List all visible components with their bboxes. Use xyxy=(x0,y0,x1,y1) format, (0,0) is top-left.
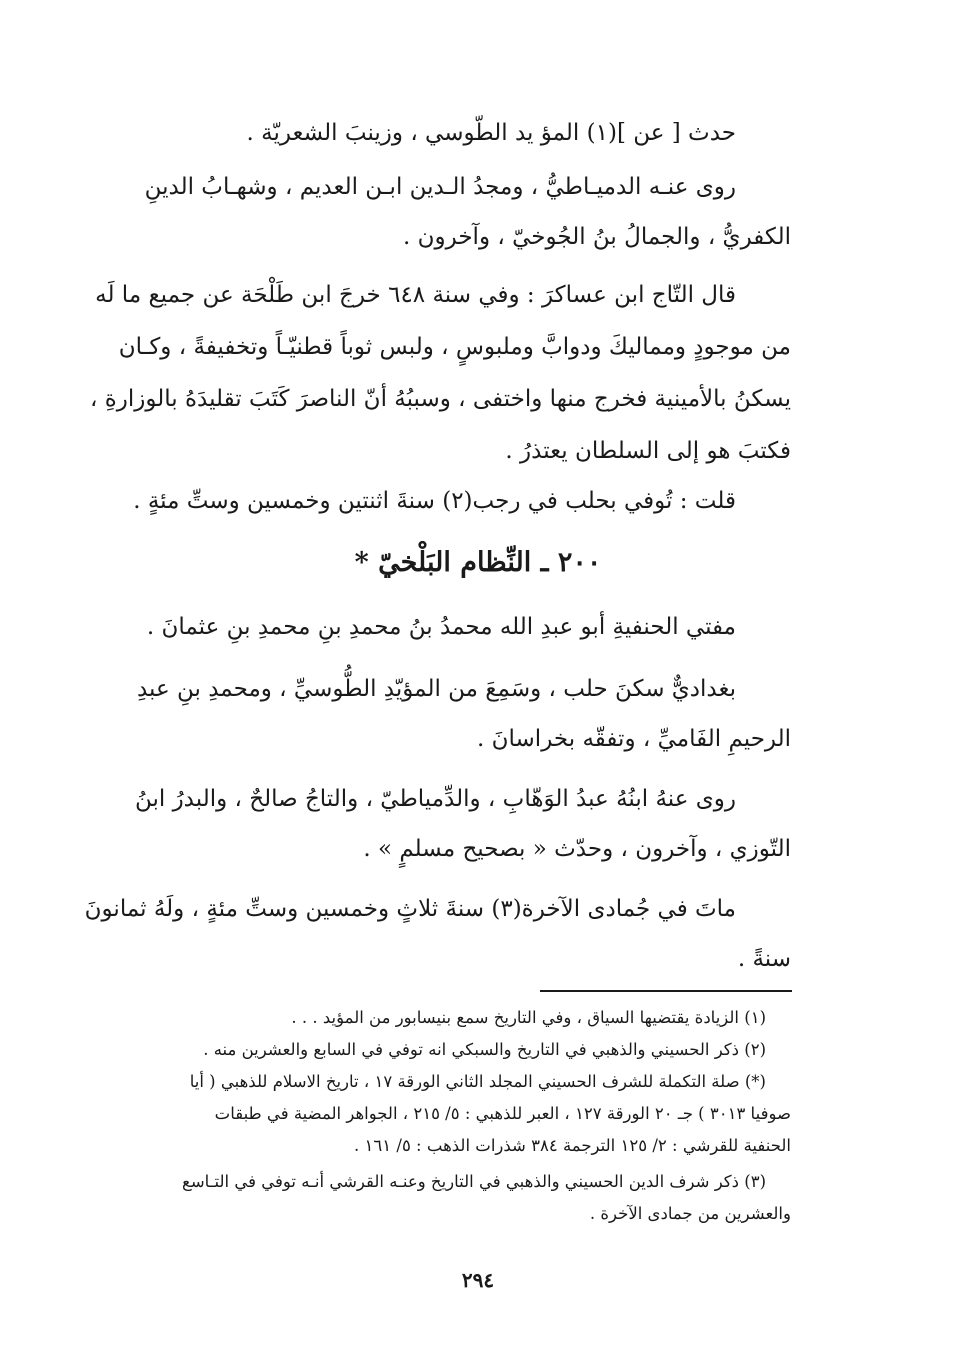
text-line: الرحيمِ الفَاميِّ ، وتفقّه بخراسانَ . xyxy=(477,726,791,752)
text-line: سنةً . xyxy=(737,946,791,972)
text-line: قال التّاج ابن عساكرَ : وفي سنة ٦٤٨ خرجَ ابن طَلْحَة عن جميع ما لَه xyxy=(95,282,736,308)
footnote-line: والعشرين من جمادى الآخرة . xyxy=(589,1204,791,1223)
text-line: ماتَ في جُمادى الآخرة(٣) سنةَ ثلاثٍ وخمسين وستِّ مئةٍ ، ولَهُ ثمانونَ xyxy=(84,896,736,922)
text-line: بغداديٌّ سكنَ حلب ، وسَمِعَ من المؤيّدِ الطُّوسيِّ ، ومحمدِ بنِ عبدِ xyxy=(136,676,736,702)
text-line: روى عنـه الدميـاطيُّ ، ومجدُ الـدين ابـن العديم ، وشهـابُ الدينِ xyxy=(144,174,736,200)
footnote-line: صوفيا ٣٠١٣ ) جـ ٢٠ الورقة ١٢٧ ، العبر للذهبي : ٥/ ٢١٥ ، الجواهر المضية في طبقات xyxy=(214,1104,791,1123)
text-line: حدث [ عن ](١) المؤ يد الطّوسي ، وزينبَ الشعريّة . xyxy=(246,120,736,146)
text-line: الكفريُّ ، والجمالُ بنُ الجُوخيّ ، وآخرون . xyxy=(403,224,791,250)
footnote-separator xyxy=(540,990,792,992)
text-line: يسكنُ بالأمينية فخرج منها واختفى ، وسببُهُ أنّ الناصرَ كَتَبَ تقليدَهُ بالوزارةِ ، xyxy=(90,386,791,412)
entry-heading: ٢٠٠ ـ النِّظام البَلْخيّ * xyxy=(354,547,602,578)
page-number: ٢٩٤ xyxy=(461,1268,495,1292)
text-line: قلت : تُوفي بحلب في رجب(٢) سنةَ اثنتين وخمسين وستِّ مئةٍ . xyxy=(133,488,736,514)
text-line: التّوزي ، وآخرون ، وحدّث « بصحيح مسلمٍ » . xyxy=(363,836,791,862)
text-line: روى عنهُ ابنُهُ عبدُ الوَهّابِ ، والدِّمياطيّ ، والتاجُ صالحٌ ، والبدرُ ابنُ xyxy=(134,786,736,812)
footnote-line: (*) صلة التكملة للشرف الحسيني المجلد الثاني الورقة ١٧ ، تاريخ الاسلام للذهبي ( أيا xyxy=(189,1072,766,1091)
footnote-line: (٢) ذكر الحسيني والذهبي في التاريخ والسبكي انه توفي في السابع والعشرين منه . xyxy=(203,1040,766,1059)
text-line: مفتي الحنفيةِ أبو عبدِ الله محمدُ بنُ محمدِ بنِ محمدِ بنِ عثمانَ . xyxy=(146,614,736,640)
text-line: فكتبَ هو إلى السلطان يعتذرُ . xyxy=(505,438,791,464)
footnote-line: الحنفية للقرشي : ٢/ ١٢٥ الترجمة ٣٨٤ شذرات الذهب : ٥/ ١٦١ . xyxy=(354,1136,791,1155)
text-line: من موجودٍ ومماليكَ ودوابَّ وملبوسٍ ، ولبس ثوباً قطنيّـاً وتخفيفةً ، وكـان xyxy=(118,334,791,360)
footnote-line: (٣) ذكر شرف الدين الحسيني والذهبي في التاريخ وعنـه القرشي أنـه توفي في التـاسع xyxy=(182,1172,766,1191)
footnote-line: (١) الزيادة يقتضيها السياق ، وفي التاريخ سمع بنيسابور من المؤيد . . . xyxy=(291,1008,766,1027)
